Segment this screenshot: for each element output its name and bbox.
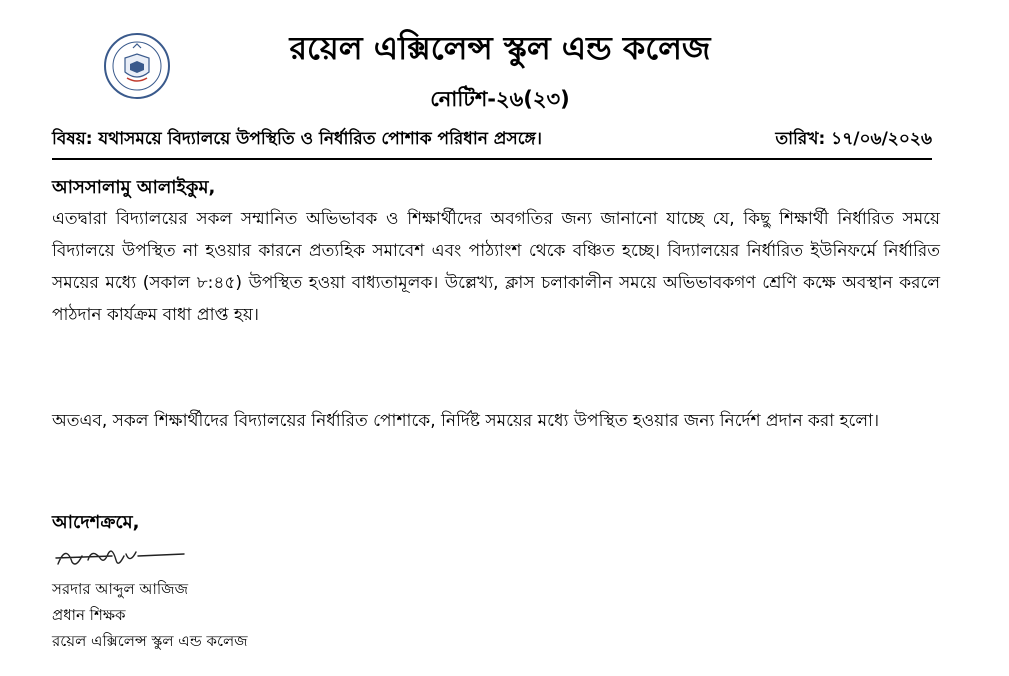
signer-name: সরদার আব্দুল আজিজ [52, 580, 189, 598]
body-paragraph-2: অতএব, সকল শিক্ষার্থীদের বিদ্যালয়ের নির্ধারিত পোশাকে, নির্দিষ্ট সময়ের মধ্যে উপস্থিত হওয়ার জন্য নির্দেশ প্রদান করা হলো। [52, 411, 880, 431]
date-value: ১৭/০৬/২০২৬ [831, 129, 932, 149]
signer-block [52, 576, 248, 654]
date-label: তারিখ: [775, 129, 826, 149]
school-logo [103, 28, 171, 104]
header-divider [52, 158, 932, 160]
signature [52, 534, 192, 574]
school-name-title: রয়েল এক্সিলেন্স স্কুল এন্ড কলেজ [289, 29, 711, 67]
body-paragraph-1: এতদ্বারা বিদ্যালয়ের সকল সম্মানিত অভিভাবক ও শিক্ষার্থীদের অবগতির জন্য জানানো যাচ্ছে যে, কিছু শিক্ষার্থী নির্ধারিত সময়ে বিদ্যালয়ে উপস্থিত না হওয়ার কারনে প্রত্যহিক সমাবেশ এবং পাঠ্যাংশ থেকে বঞ্চিত হচ্ছে। বিদ্যালয়ের নির্ধারিত ইউনিফর্মে নির্ধারিত সময়ের মধ্যে (সকাল ৮:৪৫) উপস্থিত হওয়া বাধ্যতামূলক। উল্লেখ্য, ক্লাস চলাকালীন সময়ে অভিভাবকগণ শ্রেণি কক্ষে অবস্থান করলে পাঠদান কার্যক্রম বাধা প্রাপ্ত হয়। [52, 209, 940, 325]
closing-phrase: আদেশক্রমে, [52, 512, 140, 533]
signer-organization: রয়েল এক্সিলেন্স স্কুল এন্ড কলেজ [52, 632, 248, 650]
signer-title: প্রধান শিক্ষক [52, 606, 126, 624]
subject-text: বিষয়: যথাসময়ে বিদ্যালয়ে উপস্থিতি ও নির্ধারিত পোশাক পরিধান প্রসঙ্গে। [52, 129, 542, 149]
notice-number: নোটিশ-২৬(২৩) [430, 87, 570, 111]
handwritten-signature-icon [52, 534, 192, 574]
subject-line [52, 125, 932, 153]
school-crest-logo-icon [103, 28, 171, 104]
greeting: আসসালামু আলাইকুম, [52, 177, 216, 198]
date-block [775, 125, 932, 153]
